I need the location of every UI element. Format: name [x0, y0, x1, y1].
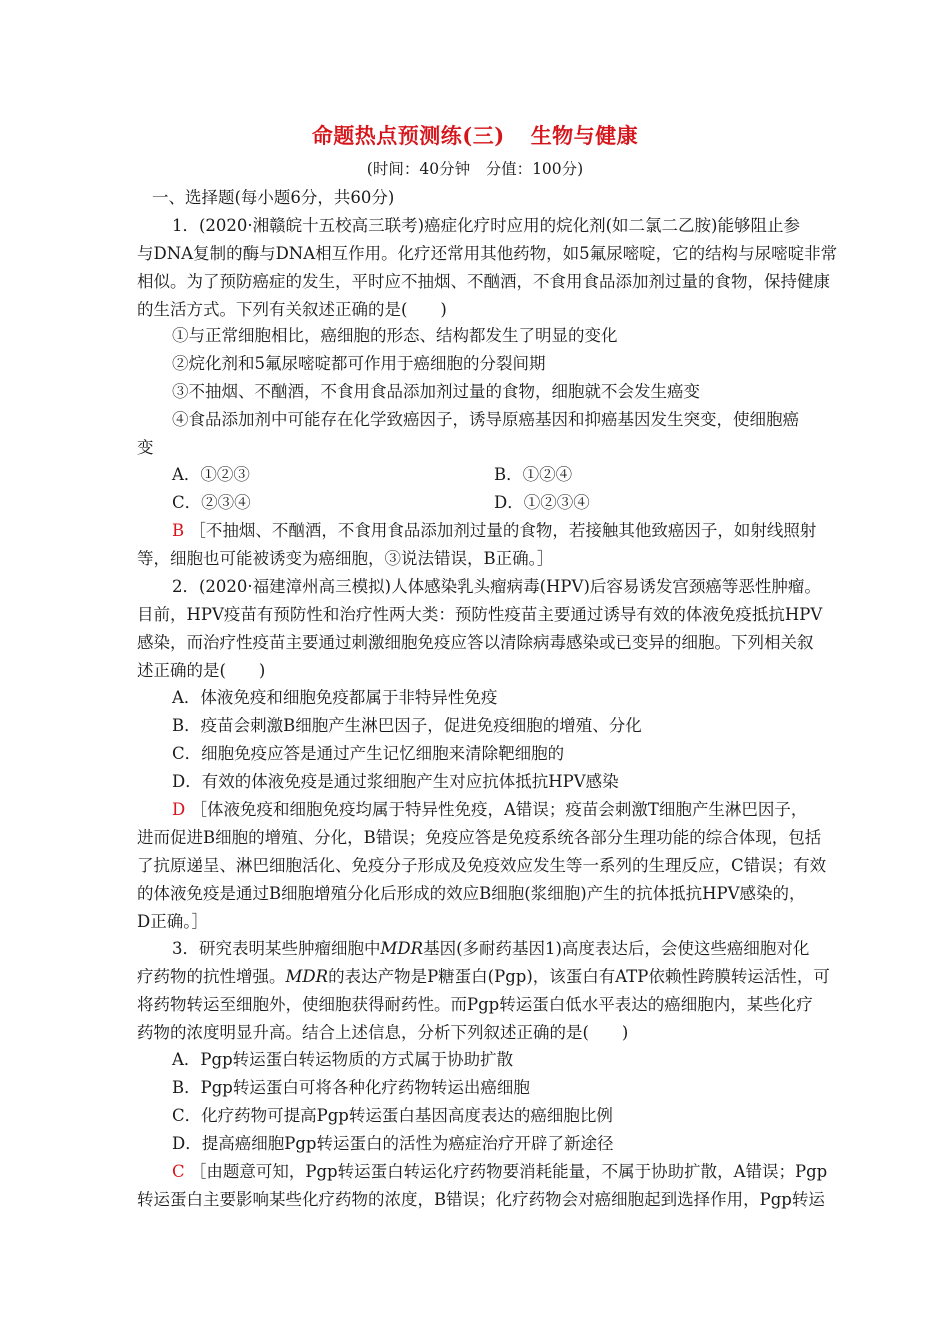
q3-explanation-text: ［由题意可知，Pgp转运蛋白转运化疗药物要消耗能量，不属于协助扩散，A错误；Pgp — [189, 1162, 828, 1181]
q2-option-d: D．有效的体液免疫是通过浆细胞产生对应抗体抵抗HPV感染 — [172, 772, 619, 791]
q2-explanation-line: 了抗原递呈、淋巴细胞活化、免疫分子形成及免疫效应发生等一系列的生理反应，C错误；有效 — [137, 856, 827, 875]
q1-statement-continuation: 变 — [137, 438, 154, 457]
q2-explanation-line: 的体液免疫是通过B细胞增殖分化后形成的效应B细胞(浆细胞)产生的抗体抵抗HPV感染的， — [137, 884, 806, 903]
q2-option-a: A．体液免疫和细胞免疫都属于非特异性免疫 — [172, 688, 498, 707]
q3-option-d: D．提高癌细胞Pgp转运蛋白的活性为癌症治疗开辟了新途径 — [172, 1134, 614, 1153]
q3-stem-line: 将药物转运至细胞外，使细胞获得耐药性。而Pgp转运蛋白低水平表达的癌细胞内，某些化疗 — [137, 995, 813, 1014]
q3-text: 基因(多耐药基因1)高度表达后，会使这些癌细胞对化 — [423, 939, 810, 958]
q1-option-a: A．①②③ — [172, 465, 250, 484]
q1-stem-line: 相似。为了预防癌症的发生，平时应不抽烟、不酗酒，不食用食品添加剂过量的食物，保持健康 — [137, 272, 830, 291]
q1-answer: B — [172, 521, 185, 540]
q2-option-c: C．细胞免疫应答是通过产生记忆细胞来清除靶细胞的 — [172, 744, 565, 763]
q2-answer: D — [172, 800, 186, 819]
q1-stem-line: 1．(2020·湘赣皖十五校高三联考)癌症化疗时应用的烷化剂(如二氯二乙胺)能够阻止参 — [172, 216, 800, 235]
q2-stem-line: 目前，HPV疫苗有预防性和治疗性两大类：预防性疫苗主要通过诱导有效的体液免疫抵抗HPV — [137, 605, 823, 624]
page-title — [0, 120, 950, 150]
time-score-info: (时间：40分钟 分值：100分) — [366, 160, 584, 178]
gene-name-mdr: MDR — [380, 939, 424, 958]
q2-explanation-text: ［体液免疫和细胞免疫均属于特异性免疫，A错误；疫苗会刺激T细胞产生淋巴因子， — [190, 800, 808, 819]
q2-explanation-line: 进而促进B细胞的增殖、分化，B错误；免疫应答是免疫系统各部分生理功能的综合体现，包括 — [137, 828, 822, 847]
q3-answer: C — [172, 1162, 185, 1181]
q3-stem-line: 药物的浓度明显升高。结合上述信息，分析下列叙述正确的是( ) — [137, 1023, 629, 1042]
q1-option-d: D．①②③④ — [494, 493, 590, 512]
q3-text: 疗药物的抗性增强。 — [137, 967, 286, 986]
q3-stem-line — [137, 963, 830, 987]
q1-statement: ③不抽烟、不酗酒，不食用食品添加剂过量的食物，细胞就不会发生癌变 — [172, 382, 700, 401]
q2-explanation-line: D正确。］ — [137, 912, 208, 931]
q2-option-b: B．疫苗会刺激B细胞产生淋巴因子，促进免疫细胞的增殖、分化 — [172, 716, 642, 735]
q1-explanation-line: 等，细胞也可能被诱变为癌细胞，③说法错误，B正确。］ — [137, 549, 554, 568]
q1-option-c: C．②③④ — [172, 493, 251, 512]
q1-stem-line: 与DNA复制的酶与DNA相互作用。化疗还常用其他药物，如5氟尿嘧啶，它的结构与尿嘧啶非常 — [137, 244, 838, 263]
q1-option-b: B．①②④ — [494, 465, 573, 484]
q3-explanation-line — [172, 1158, 852, 1182]
q2-explanation-line — [172, 796, 852, 820]
q2-stem-line: 述正确的是( ) — [137, 661, 266, 680]
q1-statement: ②烷化剂和5氟尿嘧啶都可作用于癌细胞的分裂间期 — [172, 354, 546, 373]
q2-stem-line: 2．(2020·福建漳州高三模拟)人体感染乳头瘤病毒(HPV)后容易诱发宫颈癌等恶性肿瘤。 — [172, 577, 821, 596]
q2-stem-line: 感染，而治疗性疫苗主要通过刺激细胞免疫应答以清除病毒感染或已变异的细胞。下列相关叙 — [137, 633, 814, 652]
q1-stem-line: 的生活方式。下列有关叙述正确的是( ) — [137, 300, 447, 319]
q3-option-b: B．Pgp转运蛋白可将各种化疗药物转运出癌细胞 — [172, 1078, 530, 1097]
q3-text: 的表达产物是P糖蛋白(Pgp)，该蛋白有ATP依赖性跨膜转运活性，可 — [328, 967, 830, 986]
title-main: 命题热点预测练(三) — [311, 123, 505, 148]
q3-stem-line — [172, 935, 852, 959]
q3-explanation-line: 转运蛋白主要影响某些化疗药物的浓度，B错误；化疗药物会对癌细胞起到选择作用，Pgp转运 — [137, 1190, 825, 1209]
q1-explanation-text: ［不抽烟、不酗酒，不食用食品添加剂过量的食物，若接触其他致癌因子，如射线照射 — [189, 521, 817, 540]
q1-statement: ①与正常细胞相比，癌细胞的形态、结构都发生了明显的变化 — [172, 326, 618, 345]
q3-option-a: A．Pgp转运蛋白转运物质的方式属于协助扩散 — [172, 1050, 514, 1069]
gene-name-mdr: MDR — [285, 967, 329, 986]
q1-explanation-line — [172, 517, 852, 541]
q3-option-c: C．化疗药物可提高Pgp转运蛋白基因高度表达的癌细胞比例 — [172, 1106, 613, 1125]
section-heading: 一、选择题(每小题6分，共60分) — [152, 188, 395, 207]
q3-text: 3．研究表明某些肿瘤细胞中 — [172, 939, 381, 958]
title-topic: 生物与健康 — [530, 123, 639, 148]
q1-statement: ④食品添加剂中可能存在化学致癌因子，诱导原癌基因和抑癌基因发生突变，使细胞癌 — [172, 410, 799, 429]
